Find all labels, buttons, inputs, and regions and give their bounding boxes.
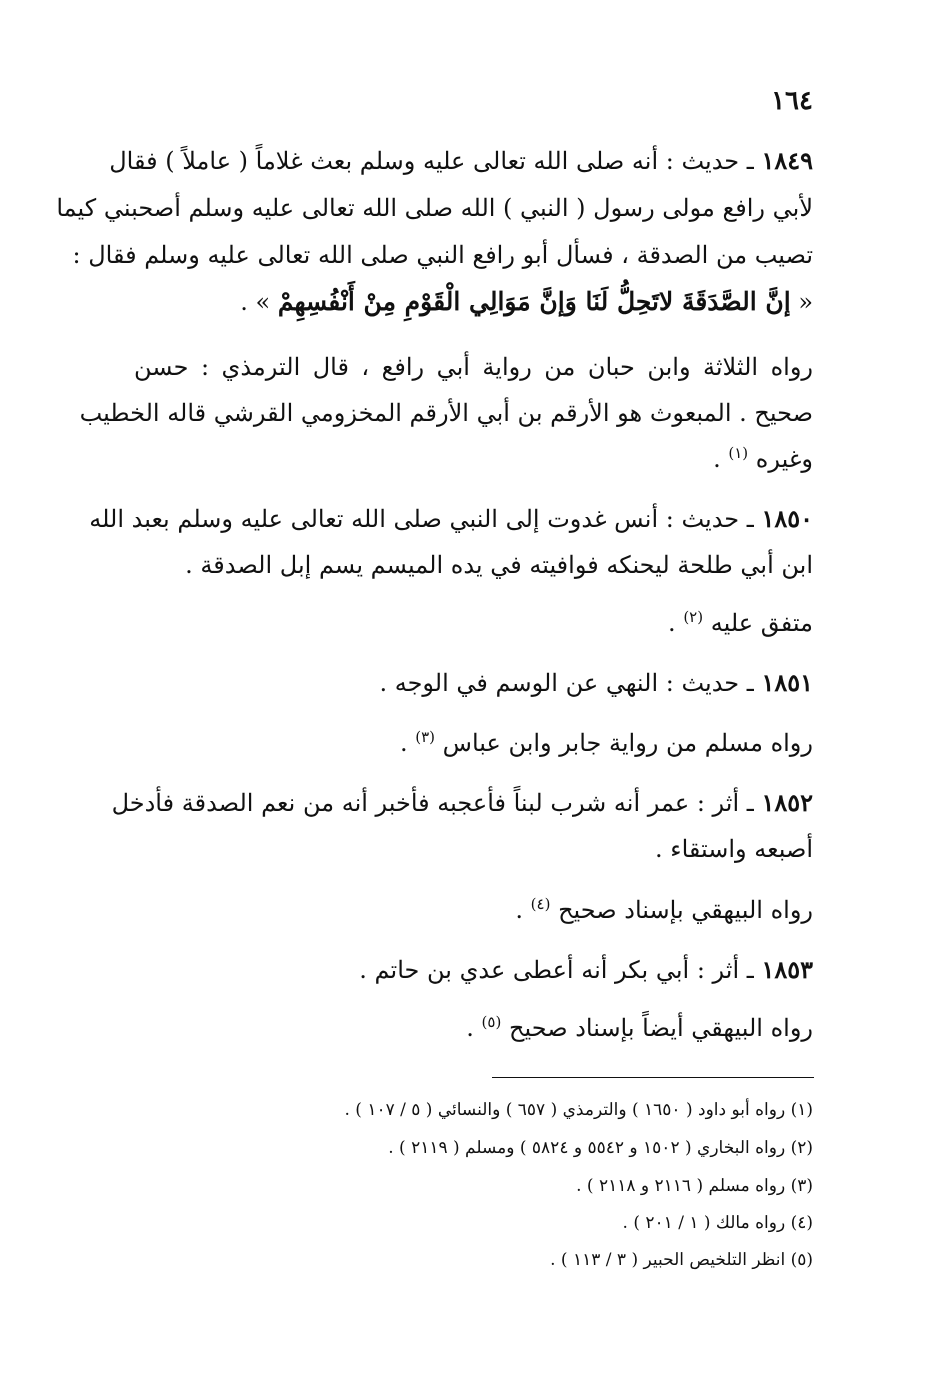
entry-1852-source-line-1: رواه البيهقي بإسناد صحيح $^{(٤)}$ . bbox=[515, 895, 813, 924]
footnote-3: (٣) رواه مسلم ( ٢١١٦ و ٢١١٨ ) . bbox=[576, 1176, 813, 1196]
footnote-ref-1: (١) bbox=[728, 444, 749, 462]
line-text: أثر : عمر أنه شرب لبناً فأعجبه فأخبر أنه من نعم الصدقة فأدخل bbox=[111, 789, 740, 817]
entry-1849-line-2: لأبي رافع مولى رسول ( النبي ) الله صلى الله تعالى عليه وسلم أصحبني كيما bbox=[56, 194, 813, 222]
hadith-number: ١٨٥١ bbox=[761, 668, 813, 697]
entry-1849-source-line-1: رواه الثلاثة وابن حبان من رواية أبي رافع ، قال الترمذي : حسن bbox=[134, 353, 813, 381]
quoted-hadith-text: إنَّ الصَّدَقَةَ لاتَحِلُّ لَنَا وَإنَّ مَوَالِي الْقَوْمِ مِنْ أَنْفُسِهِمْ bbox=[277, 287, 791, 316]
entry-1849-source-line-3: وغيره $^{(١)}$ . bbox=[713, 444, 813, 473]
entry-1852-line-1: ١٨٥٢ ـ أثر : عمر أنه شرب لبناً فأعجبه فأخبر أنه من نعم الصدقة فأدخل bbox=[111, 788, 813, 817]
hadith-number: ١٨٥٢ bbox=[761, 788, 813, 817]
entry-1849-line-4: « إنَّ الصَّدَقَةَ لاتَحِلُّ لَنَا وَإنَّ مَوَالِي الْقَوْمِ مِنْ أَنْفُسِهِمْ » . bbox=[240, 287, 813, 316]
entry-1851-line-1: ١٨٥١ ـ حديث : النهي عن الوسم في الوجه . bbox=[379, 668, 813, 697]
entry-1850-line-2: ابن أبي طلحة ليحنكه فوافيته في يده الميسم يسم إبل الصدقة . bbox=[185, 551, 813, 579]
page-number: ١٦٤ bbox=[771, 86, 813, 116]
footnote-4: (٤) رواه مالك ( ١ / ٢٠١ ) . bbox=[622, 1213, 813, 1233]
entry-1849-line-1: ١٨٤٩ ـ حديث : أنه صلى الله تعالى عليه وسلم بعث غلاماً ( عاملاً ) فقال bbox=[109, 146, 813, 175]
hadith-number: ١٨٥٣ bbox=[761, 955, 813, 984]
footnote-5: (٥) انظر التلخيص الحبير ( ٣ / ١١٣ ) . bbox=[550, 1250, 813, 1270]
footnote-1: (١) رواه أبو داود ( ١٦٥٠ ) والترمذي ( ٦٥٧ ) والنسائي ( ٥ / ١٠٧ ) . bbox=[344, 1100, 813, 1120]
line-text: حديث : أنس غدوت إلى النبي صلى الله تعالى عليه وسلم بعبد الله bbox=[89, 505, 740, 533]
line-text: حديث : النهي عن الوسم في الوجه . bbox=[379, 669, 740, 697]
footnote-ref-5: (٥) bbox=[481, 1013, 502, 1031]
hadith-number: ١٨٤٩ bbox=[761, 146, 813, 175]
entry-1853-source-line-1: رواه البيهقي أيضاً بإسناد صحيح $^{(٥)}$ . bbox=[466, 1013, 813, 1042]
entry-1850-line-1: ١٨٥٠ ـ حديث : أنس غدوت إلى النبي صلى الله تعالى عليه وسلم بعبد الله bbox=[89, 504, 813, 533]
entry-1852-line-2: أصبعه واستقاء . bbox=[655, 835, 813, 863]
hadith-number: ١٨٥٠ bbox=[761, 504, 813, 533]
line-text: أثر : أبي بكر أنه أعطى عدي بن حاتم . bbox=[359, 956, 740, 984]
entry-1853-line-1: ١٨٥٣ ـ أثر : أبي بكر أنه أعطى عدي بن حاتم . bbox=[359, 955, 813, 984]
footnote-2: (٢) رواه البخاري ( ١٥٠٢ و ٥٥٤٢ و ٥٨٢٤ ) ومسلم ( ٢١١٩ ) . bbox=[388, 1138, 813, 1158]
entry-1851-source-line-1: رواه مسلم من رواية جابر وابن عباس $^{(٣)}$ . bbox=[399, 728, 813, 757]
footnote-ref-3: (٣) bbox=[415, 728, 435, 746]
footnote-ref-4: (٤) bbox=[530, 895, 551, 913]
entry-1850-source-line-1: متفق عليه $^{(٢)}$ . bbox=[668, 608, 813, 637]
entry-1849-line-3: تصيب من الصدقة ، فسأل أبو رافع النبي صلى الله تعالى عليه وسلم فقال : bbox=[72, 241, 813, 269]
entry-1849-source-line-2: صحيح . المبعوث هو الأرقم بن أبي الأرقم المخزومي القرشي قاله الخطيب bbox=[79, 399, 813, 427]
line-text: حديث : أنه صلى الله تعالى عليه وسلم بعث غلاماً ( عاملاً ) فقال bbox=[109, 147, 740, 175]
footnote-ref-2: (٢) bbox=[683, 608, 704, 626]
footnote-divider bbox=[492, 1077, 814, 1078]
